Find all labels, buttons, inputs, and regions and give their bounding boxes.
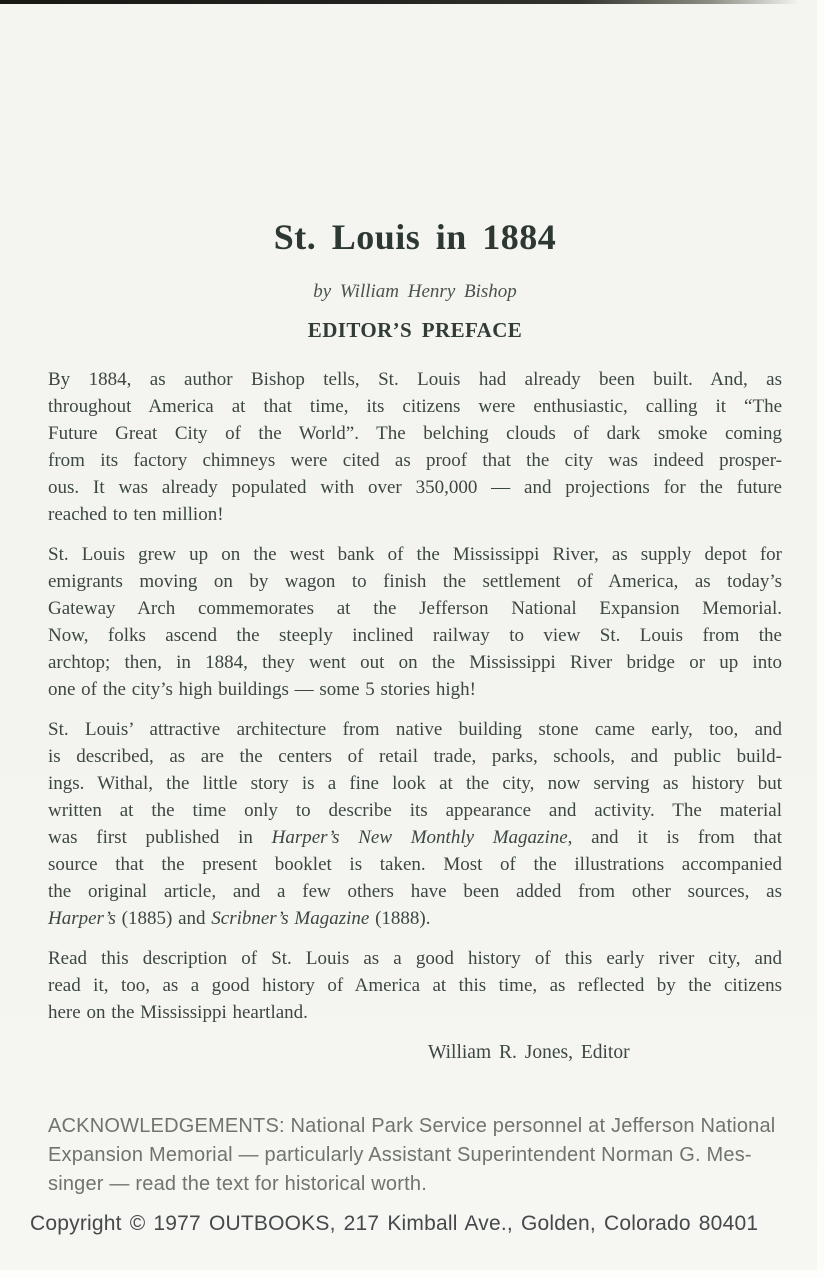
- paragraph-1-line-1: By 1884, as author Bishop tells, St. Louis had already been built. And, as: [48, 369, 782, 390]
- paragraph-1-line-3: Future Great City of the World”. The belching clouds of dark smoke coming: [48, 423, 782, 444]
- paragraph-4: [48, 945, 782, 1026]
- paragraph-3-line-1: St. Louis’ attractive architecture from native building stone came early, too, and: [48, 719, 782, 740]
- section-heading: EDITOR’S PREFACE: [307, 318, 523, 342]
- paragraph-3-line-6: source that the present booklet is taken. Most of the illustrations accompanied: [48, 854, 782, 875]
- paragraph-2: [48, 541, 782, 703]
- paragraph-1-line-2: throughout America at that time, its citizens were enthusiastic, calling it “The: [48, 396, 782, 417]
- paragraph-1-line-6: reached to ten million!: [48, 504, 224, 525]
- scan-right-edge: [817, 0, 824, 1278]
- paragraph-3-line-7: the original article, and a few others have been added from other sources, as: [48, 881, 782, 902]
- text: (1888).: [369, 908, 431, 929]
- paragraph-3: [48, 716, 782, 932]
- preface-paragraphs: [48, 366, 782, 1026]
- acknowledgements-line-2: Expansion Memorial — particularly Assistant Superintendent Norman G. Mes-: [48, 1144, 752, 1166]
- paragraph-4-line-3: here on the Mississippi heartland.: [48, 1002, 308, 1023]
- byline: by William Henry Bishop: [313, 281, 517, 302]
- paragraph-2-line-5: archtop; then, in 1884, they went out on the Mississippi River bridge or up into: [48, 652, 782, 673]
- acknowledgements-line-3: singer — read the text for historical worth.: [48, 1173, 427, 1195]
- paragraph-3-line-4: written at the time only to describe its appearance and activity. The material: [48, 800, 782, 821]
- paragraph-1-line-4: from its factory chimneys were cited as proof that the city was indeed prosper-: [48, 450, 782, 471]
- paragraph-3-line-5: [48, 824, 782, 851]
- italic-text: Harper’s: [48, 908, 116, 929]
- paragraph-2-line-6: one of the city’s high buildings — some 5 stories high!: [48, 679, 476, 700]
- scan-bottom-edge: [0, 1270, 824, 1278]
- paragraph-1: [48, 366, 782, 528]
- paragraph-3-line-3: ings. Withal, the little story is a fine look at the city, now serving as history but: [48, 773, 782, 794]
- copyright-line: Copyright © 1977 OUTBOOKS, 217 Kimball Ave., Golden, Colorado 80401: [30, 1212, 759, 1235]
- paragraph-2-line-2: emigrants moving on by wagon to finish the settlement of America, as today’s: [48, 571, 782, 592]
- paragraph-3-line-2: is described, as are the centers of retail trade, parks, schools, and public build-: [48, 746, 782, 767]
- italic-text: Harper’s New Monthly Magazine: [271, 827, 568, 848]
- paragraph-3-line-8: [48, 905, 782, 932]
- paragraph-2-line-3: Gateway Arch commemorates at the Jefferson National Expansion Memorial.: [48, 598, 782, 619]
- paragraph-2-line-4: Now, folks ascend the steeply inclined railway to view St. Louis from the: [48, 625, 782, 646]
- editor-signature: William R. Jones, Editor: [428, 1042, 630, 1063]
- text: , and it is from that: [567, 827, 782, 848]
- page-title: St. Louis in 1884: [273, 217, 557, 257]
- paragraph-4-line-2: read it, too, as a good history of America at this time, as reflected by the citizens: [48, 975, 782, 996]
- page-content: [48, 0, 782, 1199]
- paragraph-1-line-5: ous. It was already populated with over 350,000 — and projections for the future: [48, 477, 782, 498]
- acknowledgements: [48, 1112, 782, 1199]
- paragraph-2-line-1: St. Louis grew up on the west bank of the Mississippi River, as supply depot for: [48, 544, 782, 565]
- paragraph-4-line-1: Read this description of St. Louis as a good history of this early river city, and: [48, 948, 782, 969]
- italic-text: Scribner’s Magazine: [211, 908, 370, 929]
- text: was first published in: [48, 827, 272, 848]
- acknowledgements-line-1: ACKNOWLEDGEMENTS: National Park Service personnel at Jefferson National: [48, 1115, 776, 1137]
- text: (1885) and: [115, 908, 212, 929]
